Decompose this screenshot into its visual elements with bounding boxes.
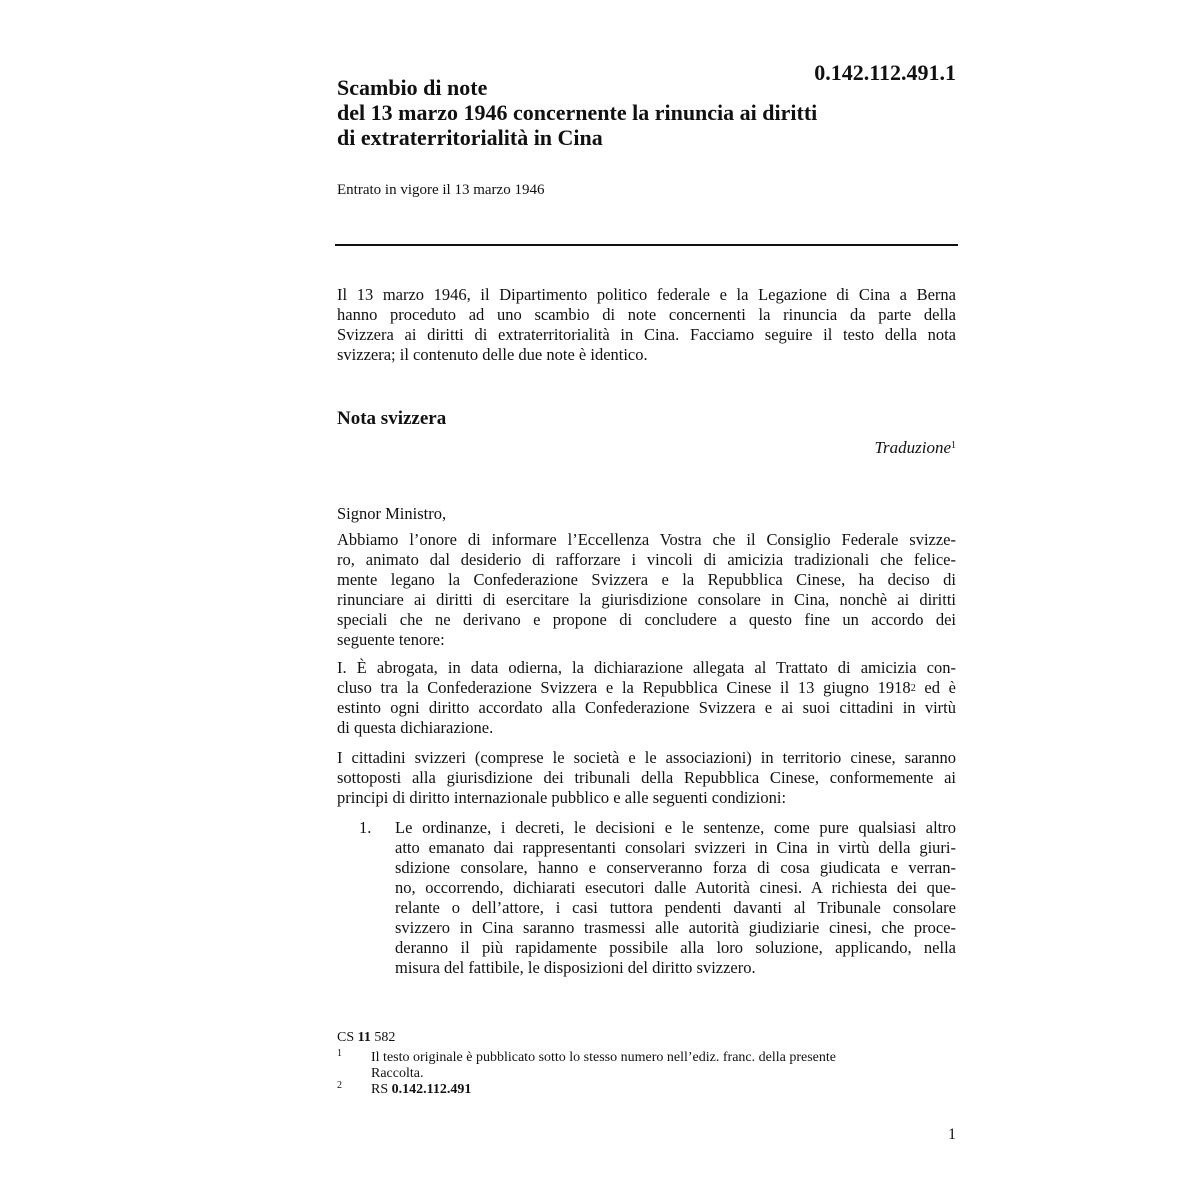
text-line: relante o dell’attore, i casi tuttora pendenti davanti al Tribunale consolare [395, 898, 956, 917]
text-line: svizzero in Cina saranno trasmessi alle autorità giudiziarie cinesi, che proce- [395, 918, 956, 937]
footnote-1 [371, 1050, 836, 1082]
translation-label [760, 438, 956, 458]
text-line: hanno proceduto ad uno scambio di note concernenti la rinuncia da parte della [337, 305, 956, 324]
text-line: sottoposti alla giurisdizione dei tribunali della Repubblica Cinese, conformemente ai [337, 768, 956, 787]
text-fragment: cluso tra la Confederazione Svizzera e la Repubblica Cinese il 13 giugno 1918 [337, 678, 911, 697]
text-line: estinto ogni diritto accordato alla Confederazione Svizzera e ai suoi cittadini in virtù [337, 698, 956, 717]
text-line: Signor Ministro, [337, 504, 447, 523]
text-fragment: ed è [915, 678, 957, 697]
text-line: Il testo originale è pubblicato sotto lo stesso numero nell’ediz. franc. della presente [371, 1050, 836, 1065]
footnote-2 [371, 1082, 471, 1098]
text-line: di questa dichiarazione. [337, 718, 494, 737]
title-line: Scambio di note [337, 75, 488, 100]
title-line: di extraterritorialità in Cina [337, 125, 603, 150]
text-line: Abbiamo l’onore di informare l’Eccellenza Vostra che il Consiglio Federale svizze- [337, 530, 956, 549]
cs-volume: 11 [357, 1030, 371, 1045]
text-line: atto emanato dai rappresentanti consolari svizzeri in Cina in virtù della giuri- [395, 838, 956, 857]
title-line: del 13 marzo 1946 concernente la rinuncia ai diritti [337, 100, 818, 125]
text-line: misura del fattibile, le disposizioni del diritto svizzero. [395, 958, 756, 977]
collection-reference [337, 1030, 395, 1046]
text-line: mente legano la Confederazione Svizzera e la Repubblica Cinese, ha deciso di [337, 570, 956, 589]
cs-page: 582 [370, 1030, 396, 1045]
text-line: Il 13 marzo 1946, il Dipartimento politico federale e la Legazione di Cina a Berna [337, 285, 956, 304]
text-line: Raccolta. [371, 1066, 424, 1081]
salutation [337, 504, 956, 524]
page-number: 1 [948, 1126, 956, 1143]
entry-into-force: Entrato in vigore il 13 marzo 1946 [337, 182, 545, 198]
footnote-number: 2 [337, 1080, 342, 1091]
translation-text: Traduzione [874, 438, 951, 457]
text-line: speciali che ne derivano e propone di concludere a questo fine un accordo dei [337, 610, 956, 629]
horizontal-rule [335, 244, 958, 246]
list-item-number: 1. [359, 818, 372, 837]
section-heading: Nota svizzera [337, 408, 447, 429]
text-line: seguente tenore: [337, 630, 445, 649]
text-line: principi di diritto internazionale pubblico e alle seguenti condizioni: [337, 788, 787, 807]
text-line: Le ordinanze, i decreti, le decisioni e le sentenze, come pure qualsiasi altro [395, 818, 956, 837]
cs-prefix: CS [337, 1030, 358, 1045]
footnote-ref[interactable]: 1 [951, 440, 956, 451]
text-line: no, occorrendo, dichiarati esecutori dalle Autorità cinesi. A richiesta dei que- [395, 878, 956, 897]
list-item [395, 818, 956, 978]
footnote-ref[interactable]: 2 [910, 683, 916, 694]
text-line: deranno il più rapidamente possibile alla loro soluzione, applicando, nella [395, 938, 956, 957]
text-line: svizzera; il contenuto delle due note è identico. [337, 345, 648, 364]
document-title [337, 75, 937, 150]
text-line: rinunciare ai diritti di esercitare la giurisdizione consolare in Cina, nonchè ai diritti [337, 590, 956, 609]
letter-paragraph-3 [337, 748, 956, 808]
letter-paragraph-1 [337, 530, 956, 650]
footnote-number: 1 [337, 1048, 342, 1059]
text-line [337, 678, 956, 698]
fn2-link[interactable]: 0.142.112.491 [391, 1082, 472, 1097]
text-line: Svizzera ai diritti di extraterritorialità in Cina. Facciamo seguire il testo della nota [337, 325, 956, 344]
text-line: ro, animato dal desiderio di rafforzare i vincoli di amicizia tradizionali che felice- [337, 550, 956, 569]
text-line: I. È abrogata, in data odierna, la dichiarazione allegata al Trattato di amicizia con- [337, 658, 956, 677]
fn2-prefix: RS [371, 1082, 392, 1097]
text-line: I cittadini svizzeri (comprese le società e le associazioni) in territorio cinese, saranno [337, 748, 956, 767]
letter-paragraph-2 [337, 658, 956, 738]
intro-paragraph [337, 285, 956, 365]
sr-number: 0.142.112.491.1 [814, 60, 956, 85]
text-line: sdizione consolare, hanno e conserveranno forza di cosa giudicata e verran- [395, 858, 956, 877]
